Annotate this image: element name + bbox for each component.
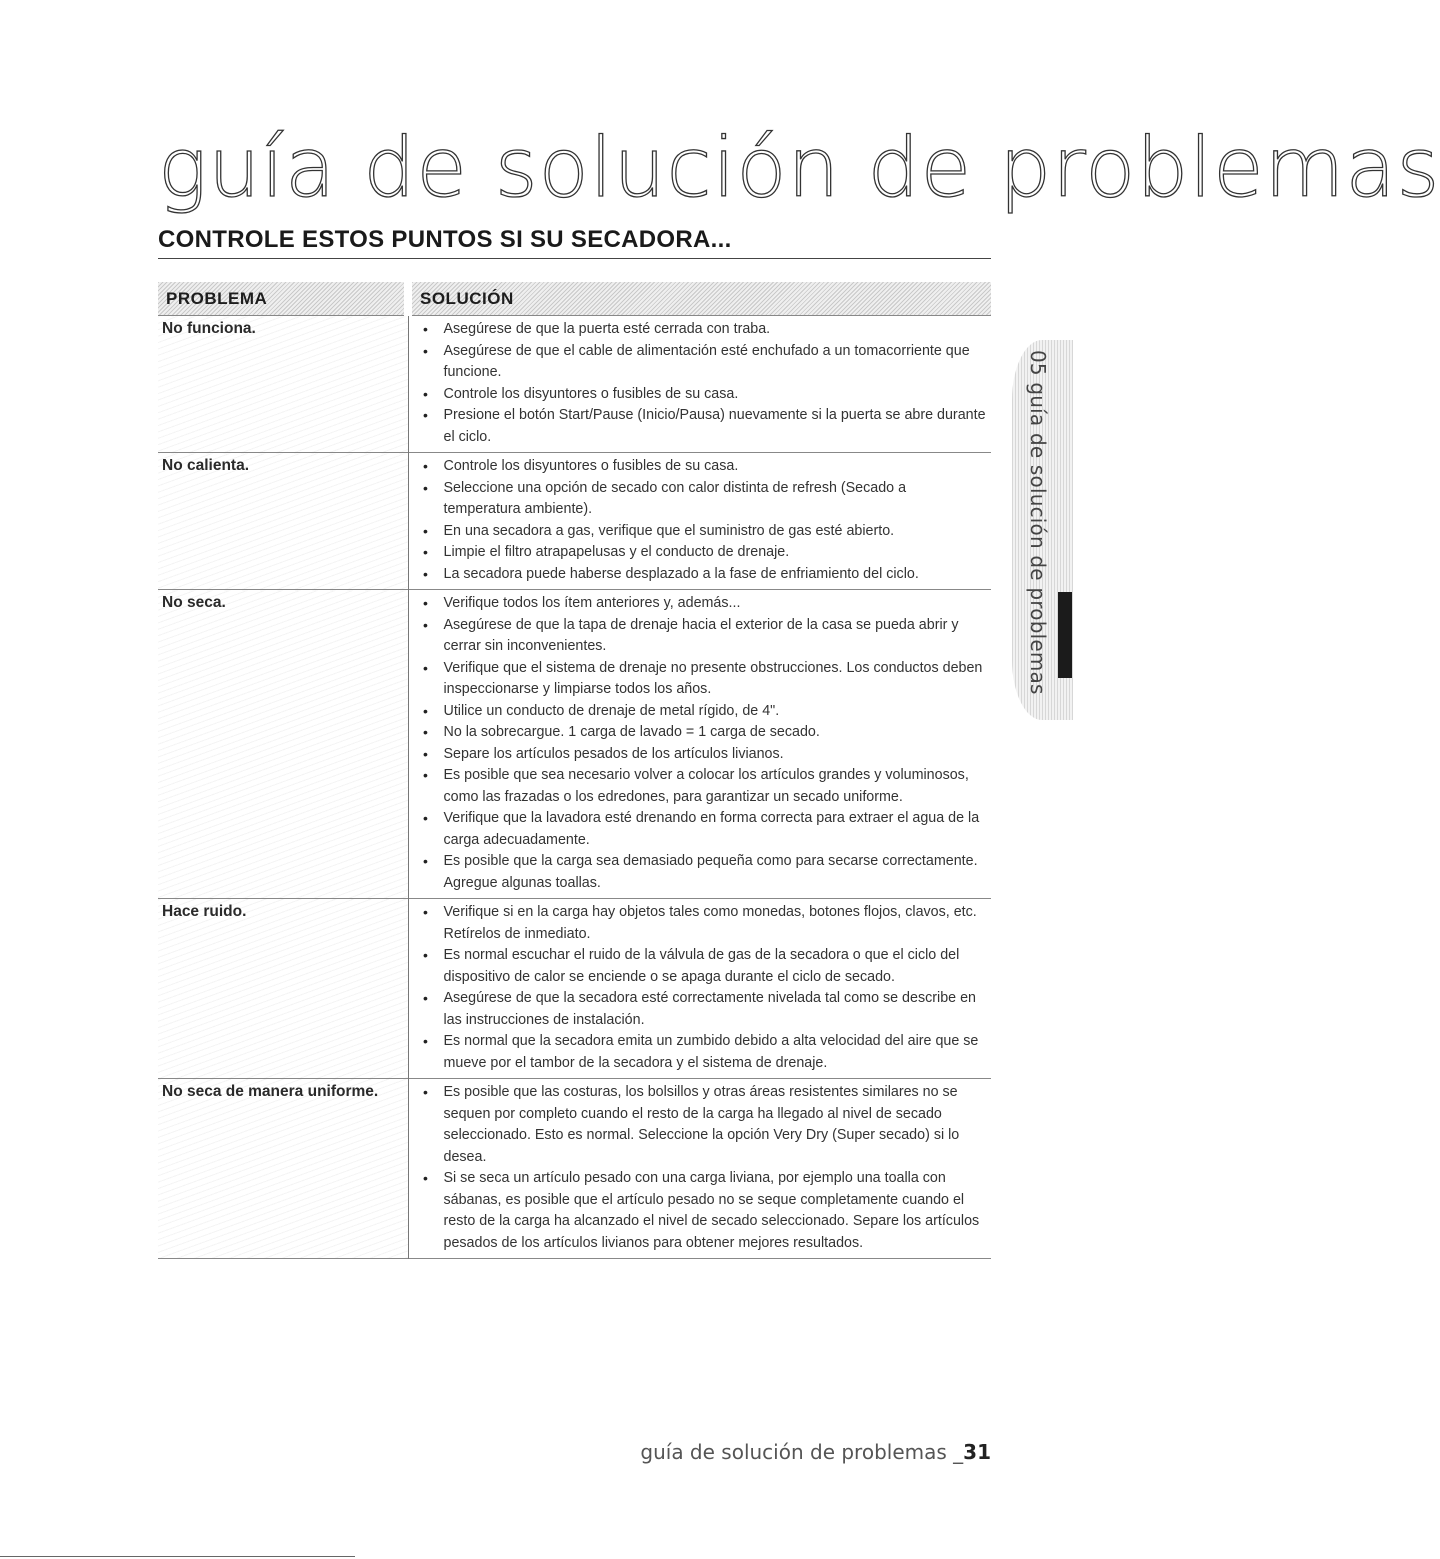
solution-list xyxy=(419,1082,988,1254)
solution-text: Es normal que la secadora emita un zumbido debido a alta velocidad del aire que se mueve por el tambor de la secadora y el sistema de drenaje. xyxy=(443,1033,979,1071)
solution-list xyxy=(419,593,988,894)
bottom-rule xyxy=(0,1556,355,1557)
solution-item xyxy=(419,808,988,851)
section-divider xyxy=(158,258,991,259)
solution-text: Verifique todos los ítem anteriores y, además... xyxy=(443,595,741,611)
bullet-icon: • xyxy=(423,904,428,920)
solution-list xyxy=(419,456,988,585)
solution-item xyxy=(419,701,988,723)
solution-item xyxy=(419,384,988,406)
solution-list xyxy=(419,902,988,1074)
bullet-icon: • xyxy=(423,595,428,611)
bullet-icon: • xyxy=(423,1170,428,1186)
troubleshooting-table xyxy=(158,282,991,1259)
solution-item xyxy=(419,593,988,615)
solution-item xyxy=(419,521,988,543)
solution-item xyxy=(419,1168,988,1254)
problem-cell: No funciona. xyxy=(158,316,408,453)
bullet-icon: • xyxy=(423,544,428,560)
problem-column-header: PROBLEMA xyxy=(158,282,408,316)
bullet-icon: • xyxy=(423,724,428,740)
solution-item xyxy=(419,945,988,988)
solution-item xyxy=(419,1031,988,1074)
page-title: guía de solución de problemas xyxy=(158,121,1440,216)
solution-cell xyxy=(408,899,991,1079)
bullet-icon: • xyxy=(423,810,428,826)
solution-text: Asegúrese de que la tapa de drenaje hacia el exterior de la casa se pueda abrir y cerrar sin inconvenientes. xyxy=(443,616,959,654)
solution-text: Si se seca un artículo pesado con una carga liviana, por ejemplo una toalla con sábanas, es posible que el artículo pesado no se seque completamente cuando el resto de la carga ha alcanzado el nivel de secado seleccionado. Separe los artículos pesados de los artículos livianos para obtener mejores resultados. xyxy=(443,1170,980,1251)
solution-item xyxy=(419,744,988,766)
solution-item xyxy=(419,902,988,945)
solution-text: Controle los disyuntores o fusibles de su casa. xyxy=(443,385,739,402)
solution-cell xyxy=(408,316,991,453)
bullet-icon: • xyxy=(423,458,428,474)
solution-text: Es posible que la carga sea demasiado pequeña como para secarse correctamente. Agregue algunas toallas. xyxy=(443,853,978,891)
solution-text: Verifique que la lavadora esté drenando en forma correcta para extraer el agua de la carga adecuadamente. xyxy=(443,810,980,848)
solution-item xyxy=(419,478,988,521)
solution-text: Utilice un conducto de drenaje de metal rígido, de 4". xyxy=(443,702,780,719)
problem-cell: Hace ruido. xyxy=(158,899,408,1079)
problem-cell: No seca de manera uniforme. xyxy=(158,1079,408,1259)
page-footer xyxy=(640,1440,991,1464)
footer-title: guía de solución de problemas _ xyxy=(640,1440,964,1464)
solution-cell xyxy=(408,1079,991,1259)
table-row xyxy=(158,316,991,453)
solution-item xyxy=(419,405,988,448)
page-number: 31 xyxy=(963,1440,991,1464)
solution-item xyxy=(419,564,988,586)
solution-item xyxy=(419,988,988,1031)
table-row xyxy=(158,1079,991,1259)
solution-item xyxy=(419,319,988,341)
solution-text: Presione el botón Start/Pause (Inicio/Pausa) nuevamente si la puerta se abre durante el ciclo. xyxy=(443,407,986,445)
bullet-icon: • xyxy=(423,1084,428,1100)
bullet-icon: • xyxy=(423,616,428,633)
problem-cell: No seca. xyxy=(158,590,408,899)
table-row xyxy=(158,453,991,590)
solution-text: Limpie el filtro atrapapelusas y el conducto de drenaje. xyxy=(443,544,790,560)
bullet-icon: • xyxy=(423,385,428,402)
solution-cell xyxy=(408,453,991,590)
solution-text: En una secadora a gas, verifique que el suministro de gas esté abierto. xyxy=(443,522,895,539)
bullet-icon: • xyxy=(423,565,428,582)
bullet-icon: • xyxy=(423,342,428,359)
solution-cell xyxy=(408,590,991,899)
problem-cell: No calienta. xyxy=(158,453,408,590)
solution-text: Asegúrese de que la puerta esté cerrada con traba. xyxy=(443,321,771,337)
bullet-icon: • xyxy=(423,1033,428,1049)
solution-column-header: SOLUCIÓN xyxy=(408,282,991,316)
chapter-tab-marker xyxy=(1058,592,1072,678)
bullet-icon: • xyxy=(423,407,428,423)
table-body xyxy=(158,316,991,1259)
solution-item xyxy=(419,722,988,744)
solution-item xyxy=(419,341,988,384)
section-title: CONTROLE ESTOS PUNTOS SI SU SECADORA... xyxy=(158,226,732,253)
table-row xyxy=(158,590,991,899)
solution-text: No la sobrecargue. 1 carga de lavado = 1 carga de secado. xyxy=(443,724,820,740)
solution-text: Es posible que las costuras, los bolsillos y otras áreas resistentes similares no se sequen por completo cuando el resto de la carga ha llegado al nivel de secado seleccionado. Esto es normal. Seleccione la opción Very Dry (Super secado) si lo desea. xyxy=(443,1084,960,1165)
solution-item xyxy=(419,1082,988,1168)
solution-item xyxy=(419,851,988,894)
solution-text: Es posible que sea necesario volver a colocar los artículos grandes y voluminosos, como las frazadas o los edredones, para garantizar un secado uniforme. xyxy=(443,767,969,805)
bullet-icon: • xyxy=(423,947,428,963)
solution-text: Verifique si en la carga hay objetos tales como monedas, botones flojos, clavos, etc. Retírelos de inmediato. xyxy=(443,904,977,942)
bullet-icon: • xyxy=(423,745,428,762)
bullet-icon: • xyxy=(423,321,428,337)
solution-text: Es normal escuchar el ruido de la válvula de gas de la secadora o que el ciclo del dispositivo de calor se enciende o se apaga durante el ciclo de secado. xyxy=(443,947,960,985)
solution-item xyxy=(419,658,988,701)
table-header-row xyxy=(158,282,991,316)
chapter-tab-label: 05 guía de solución de problemas xyxy=(1026,350,1050,695)
solution-item xyxy=(419,456,988,478)
solution-text: La secadora puede haberse desplazado a la fase de enfriamiento del ciclo. xyxy=(443,565,919,582)
bullet-icon: • xyxy=(423,702,428,719)
solution-text: Asegúrese de que el cable de alimentación esté enchufado a un tomacorriente que funcione. xyxy=(443,342,970,380)
bullet-icon: • xyxy=(423,767,428,783)
bullet-icon: • xyxy=(423,853,428,869)
solution-text: Seleccione una opción de secado con calor distinta de refresh (Secado a temperatura ambiente). xyxy=(443,479,907,517)
table-row xyxy=(158,899,991,1079)
solution-item xyxy=(419,765,988,808)
solution-item xyxy=(419,542,988,564)
solution-text: Verifique que el sistema de drenaje no presente obstrucciones. Los conductos deben inspeccionarse y limpiarse todos los años. xyxy=(443,659,983,697)
bullet-icon: • xyxy=(423,522,428,539)
bullet-icon: • xyxy=(423,990,428,1006)
solution-text: Asegúrese de que la secadora esté correctamente nivelada tal como se describe en las instrucciones de instalación. xyxy=(443,990,976,1028)
solution-item xyxy=(419,615,988,658)
bullet-icon: • xyxy=(423,659,428,676)
solution-list xyxy=(419,319,988,448)
bullet-icon: • xyxy=(423,479,428,496)
solution-text: Controle los disyuntores o fusibles de su casa. xyxy=(443,458,739,474)
solution-text: Separe los artículos pesados de los artículos livianos. xyxy=(443,745,784,762)
